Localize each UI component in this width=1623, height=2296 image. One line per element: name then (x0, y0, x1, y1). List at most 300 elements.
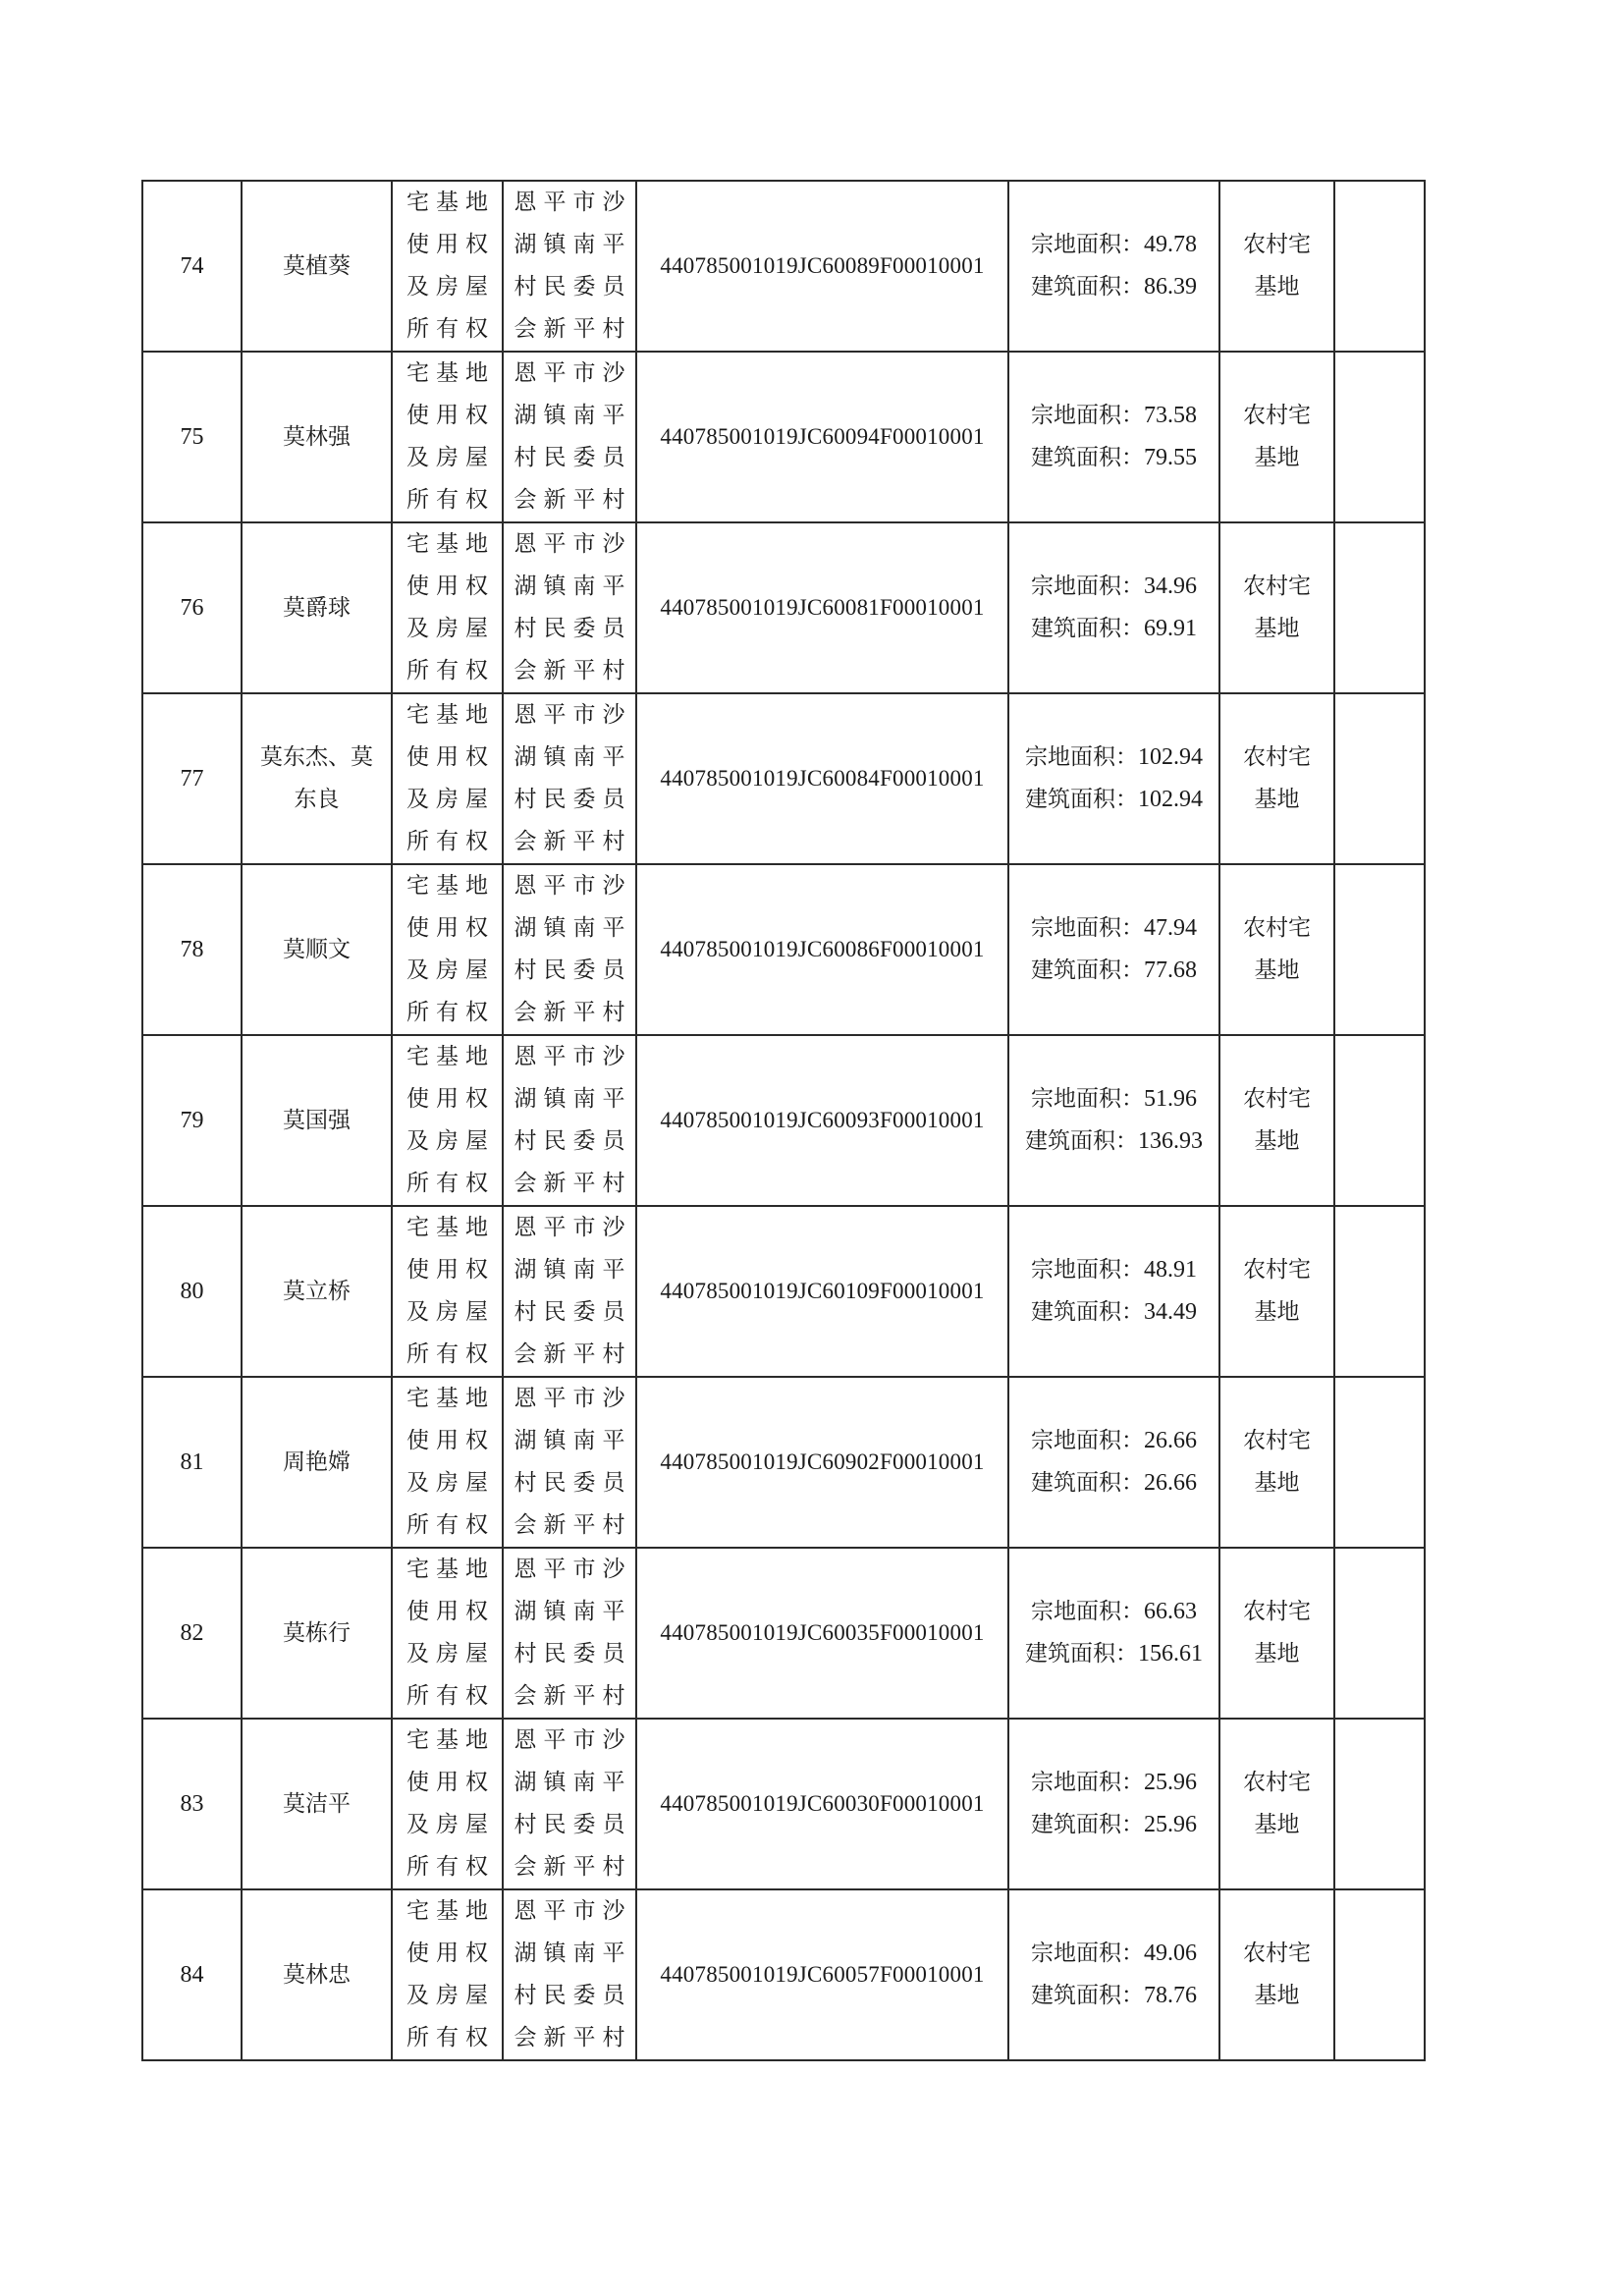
land-usage-line: 基地 (1254, 445, 1300, 470)
location (503, 693, 636, 864)
building-area-line (1025, 779, 1203, 821)
land-usage (1219, 181, 1334, 352)
land-usage (1219, 1889, 1334, 2060)
row-number (142, 1206, 242, 1377)
location-line: 湖镇南平 (514, 744, 632, 770)
land-area-value: 26.66 (1144, 1428, 1197, 1453)
row-number (142, 1719, 242, 1889)
land-area-line (1025, 737, 1203, 779)
right-type-line: 宅基地 (406, 190, 495, 215)
table-row (142, 1035, 1425, 1206)
unit-code-text: 440785001019JC60109F00010001 (660, 1279, 985, 1303)
location-line: 湖镇南平 (514, 1941, 632, 1966)
land-usage-line: 基地 (1254, 274, 1300, 300)
unit-code (636, 1889, 1008, 2060)
right-type-line: 宅基地 (406, 1557, 495, 1582)
owner-name (242, 693, 392, 864)
right-type-line: 所有权 (406, 487, 495, 513)
location (503, 181, 636, 352)
land-area-label: 宗地面积： (1025, 744, 1138, 770)
land-usage-line: 基地 (1254, 787, 1300, 812)
building-area-value: 102.94 (1138, 787, 1203, 812)
owner-name-line: 东良 (294, 787, 340, 812)
location-line: 会新平村 (514, 658, 632, 683)
row-number-text: 79 (180, 1107, 204, 1133)
right-type-line: 所有权 (406, 658, 495, 683)
location-line: 湖镇南平 (514, 1257, 632, 1283)
right-type-line: 使用权 (406, 1086, 495, 1112)
land-area-value: 49.06 (1144, 1941, 1197, 1966)
area (1008, 1035, 1219, 1206)
right-type-line: 所有权 (406, 1512, 495, 1538)
building-area-value: 77.68 (1144, 957, 1197, 983)
area (1008, 1206, 1219, 1377)
land-usage (1219, 1548, 1334, 1719)
building-area-line (1031, 437, 1197, 479)
land-usage (1219, 1377, 1334, 1548)
land-area-label: 宗地面积： (1031, 232, 1144, 257)
unit-code-text: 440785001019JC60093F00010001 (660, 1108, 985, 1132)
right-type-line: 及房屋 (406, 445, 495, 470)
location-line: 湖镇南平 (514, 1599, 632, 1624)
row-number-text: 77 (180, 765, 204, 792)
location-line: 湖镇南平 (514, 1770, 632, 1795)
unit-code-text: 440785001019JC60094F00010001 (660, 424, 985, 449)
right-type-line: 所有权 (406, 316, 495, 342)
land-usage-line: 基地 (1254, 1128, 1300, 1154)
land-usage-line: 基地 (1254, 957, 1300, 983)
right-type (392, 1889, 503, 2060)
land-usage-line: 农村宅 (1243, 1941, 1311, 1966)
right-type-line: 使用权 (406, 1941, 495, 1966)
right-type-line: 所有权 (406, 829, 495, 854)
building-area-label: 建筑面积： (1025, 1641, 1138, 1667)
row-number-text: 76 (180, 594, 204, 621)
land-usage-line: 农村宅 (1243, 574, 1311, 599)
land-usage-line: 农村宅 (1243, 232, 1311, 257)
unit-code-text: 440785001019JC60030F00010001 (660, 1791, 985, 1816)
right-type-line: 及房屋 (406, 787, 495, 812)
right-type-line: 宅基地 (406, 1898, 495, 1924)
area (1008, 864, 1219, 1035)
remark (1334, 864, 1425, 1035)
building-area-line (1031, 266, 1197, 308)
table-row (142, 352, 1425, 522)
location-line: 湖镇南平 (514, 1086, 632, 1112)
right-type-line: 及房屋 (406, 1983, 495, 2008)
row-number (142, 1035, 242, 1206)
right-type (392, 1719, 503, 1889)
location-line: 会新平村 (514, 1000, 632, 1025)
location-line: 恩平市沙 (514, 873, 632, 899)
location-line: 村民委员 (514, 1128, 632, 1154)
right-type (392, 1377, 503, 1548)
unit-code-text: 440785001019JC60902F00010001 (660, 1449, 985, 1474)
land-area-value: 25.96 (1144, 1770, 1197, 1795)
right-type-line: 使用权 (406, 1257, 495, 1283)
land-area-label: 宗地面积： (1031, 574, 1144, 599)
building-area-line (1031, 1804, 1197, 1846)
building-area-line (1031, 1291, 1197, 1334)
row-number (142, 693, 242, 864)
unit-code (636, 181, 1008, 352)
building-area-line (1031, 950, 1197, 992)
building-area-value: 78.76 (1144, 1983, 1197, 2008)
right-type-line: 及房屋 (406, 1812, 495, 1837)
row-number-text: 74 (180, 252, 204, 279)
area (1008, 1889, 1219, 2060)
location-line: 恩平市沙 (514, 1727, 632, 1753)
remark (1334, 181, 1425, 352)
right-type (392, 693, 503, 864)
unit-code-text: 440785001019JC60057F00010001 (660, 1962, 985, 1987)
owner-name (242, 864, 392, 1035)
owner-name (242, 181, 392, 352)
location-line: 湖镇南平 (514, 403, 632, 428)
land-usage-line: 农村宅 (1243, 1770, 1311, 1795)
location-line: 湖镇南平 (514, 574, 632, 599)
row-number (142, 1548, 242, 1719)
land-area-value: 47.94 (1144, 915, 1197, 941)
right-type-line: 及房屋 (406, 1128, 495, 1154)
row-number (142, 522, 242, 693)
location-line: 会新平村 (514, 487, 632, 513)
unit-code (636, 1377, 1008, 1548)
location (503, 864, 636, 1035)
right-type-line: 使用权 (406, 744, 495, 770)
location-line: 村民委员 (514, 1812, 632, 1837)
location (503, 1889, 636, 2060)
location-line: 湖镇南平 (514, 232, 632, 257)
land-usage-line: 基地 (1254, 1641, 1300, 1667)
land-area-label: 宗地面积： (1031, 1428, 1144, 1453)
location-line: 村民委员 (514, 445, 632, 470)
location-line: 村民委员 (514, 1299, 632, 1325)
right-type-line: 使用权 (406, 1770, 495, 1795)
remark (1334, 1548, 1425, 1719)
location (503, 1035, 636, 1206)
owner-name-line: 莫爵球 (283, 594, 351, 621)
land-usage-line: 农村宅 (1243, 1257, 1311, 1283)
building-area-value: 25.96 (1144, 1812, 1197, 1837)
location-line: 会新平村 (514, 316, 632, 342)
land-usage-line: 基地 (1254, 1470, 1300, 1496)
land-usage (1219, 522, 1334, 693)
unit-code (636, 1206, 1008, 1377)
remark (1334, 693, 1425, 864)
land-usage-line: 基地 (1254, 1812, 1300, 1837)
right-type-line: 宅基地 (406, 360, 495, 386)
land-usage (1219, 693, 1334, 864)
land-area-line (1031, 1249, 1197, 1291)
table-row (142, 693, 1425, 864)
right-type (392, 352, 503, 522)
right-type-line: 使用权 (406, 403, 495, 428)
owner-name-line: 莫国强 (283, 1107, 351, 1133)
right-type-line: 使用权 (406, 1428, 495, 1453)
remark (1334, 1035, 1425, 1206)
land-area-value: 48.91 (1144, 1257, 1197, 1283)
building-area-value: 79.55 (1144, 445, 1197, 470)
location-line: 会新平村 (514, 1512, 632, 1538)
land-area-value: 34.96 (1144, 574, 1197, 599)
owner-name (242, 1548, 392, 1719)
owner-name-line: 莫栋行 (283, 1619, 351, 1646)
land-area-line (1031, 566, 1197, 608)
table-row (142, 864, 1425, 1035)
right-type (392, 864, 503, 1035)
area (1008, 181, 1219, 352)
table-row (142, 181, 1425, 352)
location-line: 湖镇南平 (514, 915, 632, 941)
owner-name (242, 1719, 392, 1889)
right-type-line: 使用权 (406, 1599, 495, 1624)
owner-name (242, 1035, 392, 1206)
remark (1334, 352, 1425, 522)
unit-code (636, 1548, 1008, 1719)
right-type-line: 宅基地 (406, 1727, 495, 1753)
owner-name-line: 周艳嫦 (283, 1449, 351, 1475)
land-area-line (1031, 1933, 1197, 1975)
land-area-value: 51.96 (1144, 1086, 1197, 1112)
building-area-label: 建筑面积： (1031, 957, 1144, 983)
location-line: 恩平市沙 (514, 1044, 632, 1069)
location (503, 1206, 636, 1377)
right-type-line: 宅基地 (406, 531, 495, 557)
building-area-label: 建筑面积： (1031, 1299, 1144, 1325)
building-area-label: 建筑面积： (1031, 445, 1144, 470)
land-usage (1219, 1719, 1334, 1889)
unit-code-text: 440785001019JC60035F00010001 (660, 1620, 985, 1645)
right-type-line: 使用权 (406, 574, 495, 599)
location-line: 恩平市沙 (514, 531, 632, 557)
location-line: 湖镇南平 (514, 1428, 632, 1453)
land-area-value: 66.63 (1144, 1599, 1197, 1624)
area (1008, 352, 1219, 522)
location-line: 会新平村 (514, 2025, 632, 2050)
building-area-line (1025, 1633, 1203, 1675)
row-number-text: 80 (180, 1278, 204, 1304)
location-line: 恩平市沙 (514, 1215, 632, 1240)
location-line: 恩平市沙 (514, 360, 632, 386)
building-area-line (1031, 1975, 1197, 2017)
location (503, 1548, 636, 1719)
right-type-line: 使用权 (406, 232, 495, 257)
location-line: 村民委员 (514, 1470, 632, 1496)
table-body (142, 181, 1425, 2060)
owner-name-line: 莫洁平 (283, 1790, 351, 1817)
right-type (392, 181, 503, 352)
row-number-text: 81 (180, 1449, 204, 1475)
area (1008, 522, 1219, 693)
land-area-label: 宗地面积： (1031, 403, 1144, 428)
right-type-line: 宅基地 (406, 1044, 495, 1069)
location-line: 村民委员 (514, 274, 632, 300)
land-usage-line: 基地 (1254, 1983, 1300, 2008)
right-type-line: 所有权 (406, 2025, 495, 2050)
unit-code-text: 440785001019JC60081F00010001 (660, 595, 985, 620)
location-line: 会新平村 (514, 1854, 632, 1880)
unit-code-text: 440785001019JC60089F00010001 (660, 253, 985, 278)
row-number-text: 82 (180, 1619, 204, 1646)
land-usage (1219, 352, 1334, 522)
land-area-label: 宗地面积： (1031, 915, 1144, 941)
table-row (142, 1206, 1425, 1377)
land-area-value: 73.58 (1144, 403, 1197, 428)
land-usage-line: 基地 (1254, 1299, 1300, 1325)
location-line: 恩平市沙 (514, 190, 632, 215)
building-area-value: 69.91 (1144, 616, 1197, 641)
location-line: 村民委员 (514, 1983, 632, 2008)
unit-code-text: 440785001019JC60086F00010001 (660, 937, 985, 961)
location-line: 村民委员 (514, 957, 632, 983)
building-area-label: 建筑面积： (1031, 616, 1144, 641)
right-type (392, 1035, 503, 1206)
right-type-line: 及房屋 (406, 1641, 495, 1667)
land-usage-line: 基地 (1254, 616, 1300, 641)
unit-code (636, 1035, 1008, 1206)
land-area-label: 宗地面积： (1031, 1257, 1144, 1283)
location-line: 会新平村 (514, 1171, 632, 1196)
building-area-label: 建筑面积： (1031, 1983, 1144, 2008)
land-area-label: 宗地面积： (1031, 1086, 1144, 1112)
row-number-text: 84 (180, 1961, 204, 1988)
right-type-line: 宅基地 (406, 1215, 495, 1240)
land-usage (1219, 1206, 1334, 1377)
area (1008, 1377, 1219, 1548)
land-area-line (1031, 395, 1197, 437)
owner-name-line: 莫植葵 (283, 252, 351, 279)
location-line: 村民委员 (514, 616, 632, 641)
location-line: 会新平村 (514, 1341, 632, 1367)
owner-name (242, 1377, 392, 1548)
row-number (142, 1889, 242, 2060)
building-area-label: 建筑面积： (1031, 1812, 1144, 1837)
right-type-line: 所有权 (406, 1341, 495, 1367)
location-line: 恩平市沙 (514, 702, 632, 728)
land-usage (1219, 1035, 1334, 1206)
land-area-value: 49.78 (1144, 232, 1197, 257)
right-type-line: 及房屋 (406, 1470, 495, 1496)
unit-code (636, 864, 1008, 1035)
row-number-text: 83 (180, 1790, 204, 1817)
right-type-line: 及房屋 (406, 274, 495, 300)
right-type-line: 及房屋 (406, 1299, 495, 1325)
unit-code (636, 1719, 1008, 1889)
land-usage-line: 农村宅 (1243, 744, 1311, 770)
owner-name-line: 莫立桥 (283, 1278, 351, 1304)
unit-code-text: 440785001019JC60084F00010001 (660, 766, 985, 791)
location-line: 恩平市沙 (514, 1557, 632, 1582)
building-area-label: 建筑面积： (1025, 787, 1138, 812)
owner-name-line: 莫顺文 (283, 936, 351, 962)
land-area-label: 宗地面积： (1031, 1770, 1144, 1795)
remark (1334, 522, 1425, 693)
owner-name (242, 352, 392, 522)
table-row (142, 1719, 1425, 1889)
building-area-value: 86.39 (1144, 274, 1197, 300)
owner-name (242, 1889, 392, 2060)
land-area-line (1031, 1420, 1197, 1462)
right-type-line: 及房屋 (406, 616, 495, 641)
land-area-line (1031, 1078, 1197, 1121)
owner-name (242, 522, 392, 693)
remark (1334, 1377, 1425, 1548)
remark (1334, 1719, 1425, 1889)
right-type-line: 所有权 (406, 1854, 495, 1880)
row-number-text: 75 (180, 423, 204, 450)
right-type-line: 及房屋 (406, 957, 495, 983)
land-area-line (1031, 907, 1197, 950)
land-area-label: 宗地面积： (1031, 1941, 1144, 1966)
row-number (142, 181, 242, 352)
unit-code (636, 352, 1008, 522)
table-row (142, 522, 1425, 693)
location-line: 村民委员 (514, 1641, 632, 1667)
right-type-line: 宅基地 (406, 702, 495, 728)
building-area-value: 34.49 (1144, 1299, 1197, 1325)
right-type (392, 522, 503, 693)
right-type-line: 使用权 (406, 915, 495, 941)
location-line: 会新平村 (514, 829, 632, 854)
location (503, 1377, 636, 1548)
land-area-line (1031, 224, 1197, 266)
owner-name (242, 1206, 392, 1377)
land-usage-line: 农村宅 (1243, 403, 1311, 428)
building-area-value: 26.66 (1144, 1470, 1197, 1496)
area (1008, 1719, 1219, 1889)
building-area-label: 建筑面积： (1031, 1470, 1144, 1496)
location-line: 会新平村 (514, 1683, 632, 1709)
table-row (142, 1377, 1425, 1548)
land-usage-line: 农村宅 (1243, 1428, 1311, 1453)
right-type (392, 1206, 503, 1377)
remark (1334, 1889, 1425, 2060)
location (503, 1719, 636, 1889)
area (1008, 1548, 1219, 1719)
owner-name-line: 莫东杰、莫 (260, 744, 373, 770)
building-area-line (1025, 1121, 1203, 1163)
location-line: 恩平市沙 (514, 1386, 632, 1411)
table-row (142, 1889, 1425, 2060)
land-area-label: 宗地面积： (1031, 1599, 1144, 1624)
right-type-line: 所有权 (406, 1000, 495, 1025)
area (1008, 693, 1219, 864)
row-number (142, 864, 242, 1035)
building-area-label: 建筑面积： (1025, 1128, 1138, 1154)
unit-code (636, 693, 1008, 864)
right-type-line: 宅基地 (406, 1386, 495, 1411)
unit-code (636, 522, 1008, 693)
land-area-line (1031, 1762, 1197, 1804)
right-type-line: 宅基地 (406, 873, 495, 899)
building-area-line (1031, 1462, 1197, 1504)
land-usage-line: 农村宅 (1243, 1599, 1311, 1624)
location-line: 村民委员 (514, 787, 632, 812)
row-number (142, 1377, 242, 1548)
location-line: 恩平市沙 (514, 1898, 632, 1924)
land-usage-line: 农村宅 (1243, 1086, 1311, 1112)
registry-table (141, 180, 1426, 2061)
remark (1334, 1206, 1425, 1377)
land-usage-line: 农村宅 (1243, 915, 1311, 941)
right-type-line: 所有权 (406, 1171, 495, 1196)
row-number (142, 352, 242, 522)
owner-name-line: 莫林强 (283, 423, 351, 450)
land-usage (1219, 864, 1334, 1035)
location (503, 352, 636, 522)
table-row (142, 1548, 1425, 1719)
